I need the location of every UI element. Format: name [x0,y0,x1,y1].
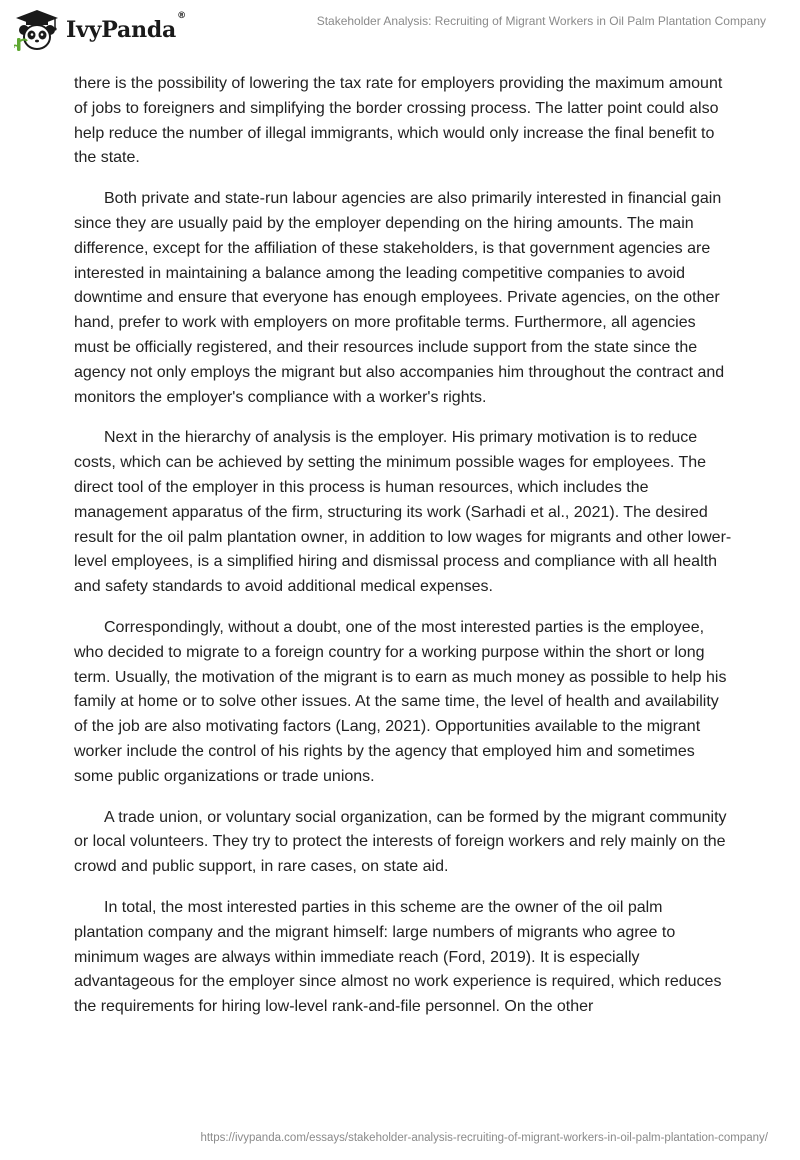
ivypanda-logo[interactable] [14,8,186,52]
paragraph: Next in the hierarchy of analysis is the employer. His primary motivation is to reduce costs, which can be achieved by setting the minimum possible wages for employees. The direct tool of the employer in this process is human resources, which includes the management apparatus of the firm, structuring its work (Sarhadi et al., 2021). The desired result for the oil palm plantation owner, in addition to low wages for migrants and other lower-level employees, is a simplified hiring and dismissal process and compliance with all health and safety standards to avoid additional medical expenses. [74,429,732,596]
panda-graduate-icon [14,8,60,52]
paragraph: A trade union, or voluntary social organization, can be formed by the migrant community or local volunteers. They try to protect the interests of foreign workers and rely mainly on the crowd and public support, in rare cases, on state aid. [74,808,727,876]
registered-mark: ® [177,11,186,21]
source-url[interactable]: https://ivypanda.com/essays/stakeholder-analysis-recruiting-of-migrant-workers-in-oil-palm-plantation-company/ [200,1132,768,1144]
paragraph: In total, the most interested parties in this scheme are the owner of the oil palm plantation company and the migrant himself: large numbers of migrants who agree to minimum wages are always within immediate reach (Ford, 2019). It is especially advantageous for the employer since almost no work experience is required, which reduces the requirements for hiring low-level rank-and-file personnel. On the other [74,898,722,1016]
paragraph: Correspondingly, without a doubt, one of the most interested parties is the employee, who decided to migrate to a foreign country for a working purpose within the short or long term. Usually, the motivation of the migrant is to earn as much money as possible to help his family at home or to solve other issues. At the same time, the level of health and availability of the job are also motivating factors (Lang, 2021). Opportunities available to the migrant worker include the control of his rights by the agency that employed him and sometimes some public organizations or trade unions. [74,618,727,785]
paragraph: there is the possibility of lowering the tax rate for employers providing the maximum amount of jobs to foreigners and simplifying the border crossing process. The latter point could also help reduce the number of illegal immigrants, which would only increase the final benefit to the state. [74,75,723,167]
essay-body [74,72,734,1036]
document-title: Stakeholder Analysis: Recruiting of Migrant Workers in Oil Palm Plantation Company [316,14,766,28]
paragraph: Both private and state-run labour agencies are also primarily interested in financial gain since they are usually paid by the employer depending on the hiring amounts. The main difference, except for the affiliation of these stakeholders, is that government agencies are interested in maintaining a balance among the leading competitive companies to avoid downtime and ensure that everyone has enough employees. Private agencies, on the other hand, prefer to work with employers on more profitable terms. Furthermore, all agencies must be officially registered, and their resources include support from the state since the agency not only employs the migrant but also accompanies him throughout the contract and monitors the employer's compliance with a worker's rights. [74,190,725,406]
page-header [0,0,800,56]
brand-name: IvyPanda® [66,11,186,43]
